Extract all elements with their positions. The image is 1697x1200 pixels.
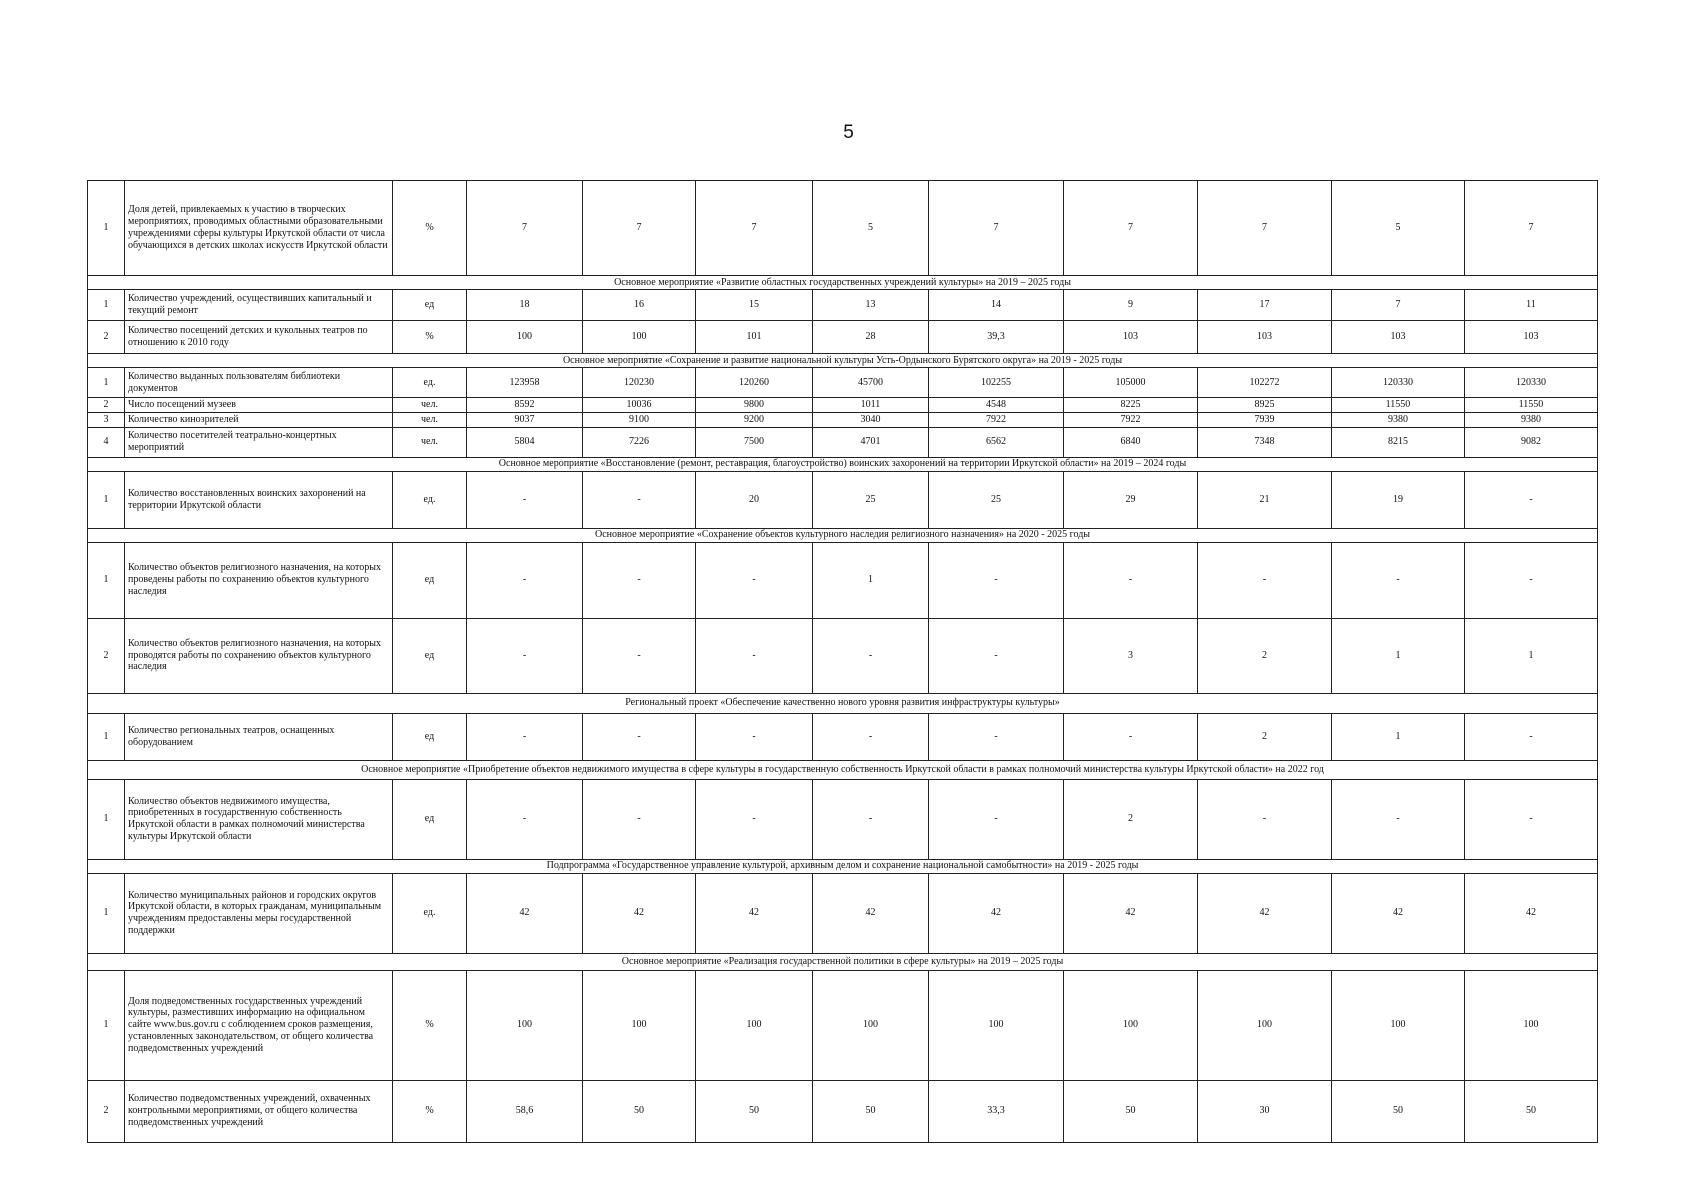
value-cell: 3040 xyxy=(813,412,929,427)
section-header-row xyxy=(88,859,1598,873)
section-title: Основное мероприятие «Реализация государственной политики в сфере культуры» на 2019 – 2025 годы xyxy=(88,953,1598,970)
value-cell: 28 xyxy=(813,321,929,354)
value-cell: 9082 xyxy=(1465,427,1598,457)
indicator-name: Количество посещений детских и кукольных театров по отношению к 2010 году xyxy=(125,321,393,354)
row-number: 2 xyxy=(88,1080,125,1142)
value-cell: 9380 xyxy=(1332,412,1465,427)
value-cell: 7 xyxy=(583,181,696,276)
value-cell: 120260 xyxy=(696,368,813,398)
value-cell: 10036 xyxy=(583,398,696,413)
row-number: 1 xyxy=(88,368,125,398)
value-cell: 9 xyxy=(1064,290,1198,321)
value-cell: - xyxy=(583,779,696,859)
row-number: 3 xyxy=(88,412,125,427)
value-cell: 20 xyxy=(696,471,813,528)
value-cell: 1011 xyxy=(813,398,929,413)
value-cell: 42 xyxy=(1198,873,1332,953)
value-cell: 6562 xyxy=(929,427,1064,457)
value-cell: 102272 xyxy=(1198,368,1332,398)
value-cell: 123958 xyxy=(467,368,583,398)
value-cell: 11 xyxy=(1465,290,1598,321)
value-cell: 42 xyxy=(929,873,1064,953)
value-cell: 100 xyxy=(696,970,813,1080)
value-cell: 120330 xyxy=(1465,368,1598,398)
value-cell: 7922 xyxy=(1064,412,1198,427)
value-cell: - xyxy=(1198,542,1332,618)
indicator-name: Количество учреждений, осуществивших капитальный и текущий ремонт xyxy=(125,290,393,321)
value-cell: - xyxy=(696,779,813,859)
value-cell: 42 xyxy=(1064,873,1198,953)
indicator-name: Количество региональных театров, оснащенных оборудованием xyxy=(125,713,393,760)
value-cell: 7348 xyxy=(1198,427,1332,457)
value-cell: 50 xyxy=(1465,1080,1598,1142)
section-title: Региональный проект «Обеспечение качественно нового уровня развития инфраструктуры культуры» xyxy=(88,693,1598,713)
section-header-row xyxy=(88,760,1598,779)
value-cell: 50 xyxy=(1332,1080,1465,1142)
section-header-row xyxy=(88,276,1598,290)
value-cell: 100 xyxy=(1198,970,1332,1080)
value-cell: 100 xyxy=(583,970,696,1080)
value-cell: - xyxy=(929,779,1064,859)
value-cell: 8225 xyxy=(1064,398,1198,413)
unit-cell: чел. xyxy=(393,427,467,457)
value-cell: - xyxy=(1198,779,1332,859)
unit-cell: % xyxy=(393,181,467,276)
value-cell: 50 xyxy=(1064,1080,1198,1142)
value-cell: 8592 xyxy=(467,398,583,413)
row-number: 4 xyxy=(88,427,125,457)
value-cell: - xyxy=(813,779,929,859)
unit-cell: ед xyxy=(393,779,467,859)
value-cell: 21 xyxy=(1198,471,1332,528)
row-number: 2 xyxy=(88,321,125,354)
value-cell: 4548 xyxy=(929,398,1064,413)
value-cell: 29 xyxy=(1064,471,1198,528)
value-cell: - xyxy=(929,713,1064,760)
value-cell: 101 xyxy=(696,321,813,354)
value-cell: - xyxy=(1332,542,1465,618)
value-cell: - xyxy=(813,618,929,693)
value-cell: 9380 xyxy=(1465,412,1598,427)
value-cell: 8215 xyxy=(1332,427,1465,457)
unit-cell: чел. xyxy=(393,412,467,427)
value-cell: 2 xyxy=(1198,618,1332,693)
value-cell: 39,3 xyxy=(929,321,1064,354)
value-cell: 42 xyxy=(467,873,583,953)
value-cell: 9200 xyxy=(696,412,813,427)
value-cell: 100 xyxy=(929,970,1064,1080)
unit-cell: % xyxy=(393,1080,467,1142)
table-row xyxy=(88,618,1598,693)
value-cell: 58,6 xyxy=(467,1080,583,1142)
table-row xyxy=(88,368,1598,398)
row-number: 1 xyxy=(88,970,125,1080)
value-cell: - xyxy=(1465,779,1598,859)
value-cell: 7226 xyxy=(583,427,696,457)
value-cell: - xyxy=(1064,713,1198,760)
unit-cell: ед. xyxy=(393,368,467,398)
unit-cell: ед. xyxy=(393,873,467,953)
unit-cell: ед. xyxy=(393,471,467,528)
table-body xyxy=(88,181,1598,1143)
value-cell: 1 xyxy=(1332,713,1465,760)
value-cell: 16 xyxy=(583,290,696,321)
value-cell: 8925 xyxy=(1198,398,1332,413)
value-cell: 2 xyxy=(1064,779,1198,859)
value-cell: - xyxy=(467,618,583,693)
indicator-name: Количество объектов недвижимого имущества, приобретенных в государственную собственность Иркутской области в рамках полномочий министерства культуры Иркутской области xyxy=(125,779,393,859)
value-cell: - xyxy=(813,713,929,760)
row-number: 1 xyxy=(88,713,125,760)
value-cell: 9100 xyxy=(583,412,696,427)
unit-cell: ед xyxy=(393,618,467,693)
value-cell: 100 xyxy=(1465,970,1598,1080)
table-row xyxy=(88,1080,1598,1142)
indicator-name: Количество кинозрителей xyxy=(125,412,393,427)
indicator-name: Количество подведомственных учреждений, охваченных контрольными мероприятиями, от общего количества подведомственных учреждений xyxy=(125,1080,393,1142)
value-cell: 103 xyxy=(1332,321,1465,354)
section-header-row xyxy=(88,528,1598,542)
value-cell: 50 xyxy=(813,1080,929,1142)
value-cell: 42 xyxy=(583,873,696,953)
value-cell: - xyxy=(1465,471,1598,528)
table-row xyxy=(88,427,1598,457)
value-cell: 9037 xyxy=(467,412,583,427)
value-cell: - xyxy=(583,542,696,618)
value-cell: 50 xyxy=(696,1080,813,1142)
value-cell: 14 xyxy=(929,290,1064,321)
value-cell: 7 xyxy=(696,181,813,276)
unit-cell: % xyxy=(393,321,467,354)
table-row xyxy=(88,970,1598,1080)
value-cell: 100 xyxy=(1064,970,1198,1080)
section-title: Основное мероприятие «Сохранение и развитие национальной культуры Усть-Ордынского Бурятского округа» на 2019 - 2025 годы xyxy=(88,354,1598,368)
value-cell: 7939 xyxy=(1198,412,1332,427)
table-row xyxy=(88,873,1598,953)
value-cell: - xyxy=(1332,779,1465,859)
unit-cell: ед xyxy=(393,713,467,760)
table-row xyxy=(88,713,1598,760)
table-row xyxy=(88,779,1598,859)
value-cell: 3 xyxy=(1064,618,1198,693)
value-cell: - xyxy=(1465,542,1598,618)
section-header-row xyxy=(88,354,1598,368)
indicator-name: Количество восстановленных воинских захоронений на территории Иркутской области xyxy=(125,471,393,528)
table-row xyxy=(88,471,1598,528)
table-row xyxy=(88,412,1598,427)
row-number: 1 xyxy=(88,181,125,276)
row-number: 1 xyxy=(88,471,125,528)
table-row xyxy=(88,321,1598,354)
value-cell: 102255 xyxy=(929,368,1064,398)
table-row xyxy=(88,290,1598,321)
table-row xyxy=(88,181,1598,276)
value-cell: 100 xyxy=(467,321,583,354)
row-number: 1 xyxy=(88,290,125,321)
value-cell: - xyxy=(467,713,583,760)
section-title: Основное мероприятие «Сохранение объектов культурного наследия религиозного назначения» на 2020 - 2025 годы xyxy=(88,528,1598,542)
value-cell: 7922 xyxy=(929,412,1064,427)
value-cell: 6840 xyxy=(1064,427,1198,457)
value-cell: 42 xyxy=(696,873,813,953)
value-cell: 105000 xyxy=(1064,368,1198,398)
value-cell: 25 xyxy=(813,471,929,528)
value-cell: 17 xyxy=(1198,290,1332,321)
value-cell: - xyxy=(696,713,813,760)
table-row xyxy=(88,398,1598,413)
value-cell: - xyxy=(583,471,696,528)
value-cell: 120330 xyxy=(1332,368,1465,398)
value-cell: 7 xyxy=(1198,181,1332,276)
value-cell: 9800 xyxy=(696,398,813,413)
value-cell: 7 xyxy=(1064,181,1198,276)
value-cell: - xyxy=(583,618,696,693)
value-cell: - xyxy=(583,713,696,760)
section-header-row xyxy=(88,953,1598,970)
value-cell: 103 xyxy=(1198,321,1332,354)
value-cell: 11550 xyxy=(1332,398,1465,413)
value-cell: - xyxy=(696,618,813,693)
value-cell: 5 xyxy=(1332,181,1465,276)
value-cell: 7 xyxy=(1332,290,1465,321)
section-header-row xyxy=(88,457,1598,471)
table-row xyxy=(88,542,1598,618)
value-cell: - xyxy=(467,471,583,528)
value-cell: 25 xyxy=(929,471,1064,528)
value-cell: 2 xyxy=(1198,713,1332,760)
value-cell: 103 xyxy=(1064,321,1198,354)
section-title: Основное мероприятие «Приобретение объектов недвижимого имущества в сфере культуры в государственную собственность Иркутской области в рамках полномочий министерства культуры Иркутской области» на 2022 год xyxy=(88,760,1598,779)
value-cell: 42 xyxy=(1332,873,1465,953)
section-title: Основное мероприятие «Восстановление (ремонт, реставрация, благоустройство) воинских захоронений на территории Иркутской области» на 2019 – 2024 годы xyxy=(88,457,1598,471)
value-cell: - xyxy=(929,618,1064,693)
value-cell: - xyxy=(1465,713,1598,760)
value-cell: 100 xyxy=(813,970,929,1080)
indicators-table xyxy=(87,180,1598,1143)
indicator-name: Количество выданных пользователям библиотеки документов xyxy=(125,368,393,398)
row-number: 1 xyxy=(88,542,125,618)
value-cell: 19 xyxy=(1332,471,1465,528)
page-number: 5 xyxy=(843,122,854,143)
value-cell: 100 xyxy=(583,321,696,354)
section-title: Основное мероприятие «Развитие областных государственных учреждений культуры» на 2019 – 2025 годы xyxy=(88,276,1598,290)
value-cell: 1 xyxy=(813,542,929,618)
unit-cell: ед xyxy=(393,542,467,618)
unit-cell: чел. xyxy=(393,398,467,413)
indicator-name: Число посещений музеев xyxy=(125,398,393,413)
indicator-name: Количество объектов религиозного назначения, на которых проводятся работы по сохранению объектов культурного наследия xyxy=(125,618,393,693)
value-cell: 1 xyxy=(1332,618,1465,693)
value-cell: 5 xyxy=(813,181,929,276)
unit-cell: ед xyxy=(393,290,467,321)
row-number: 1 xyxy=(88,873,125,953)
value-cell: 42 xyxy=(1465,873,1598,953)
value-cell: 11550 xyxy=(1465,398,1598,413)
value-cell: 50 xyxy=(583,1080,696,1142)
value-cell: - xyxy=(467,779,583,859)
value-cell: 4701 xyxy=(813,427,929,457)
value-cell: 100 xyxy=(1332,970,1465,1080)
value-cell: 42 xyxy=(813,873,929,953)
row-number: 2 xyxy=(88,618,125,693)
value-cell: 7 xyxy=(467,181,583,276)
value-cell: 103 xyxy=(1465,321,1598,354)
value-cell: 30 xyxy=(1198,1080,1332,1142)
value-cell: 120230 xyxy=(583,368,696,398)
unit-cell: % xyxy=(393,970,467,1080)
value-cell: 33,3 xyxy=(929,1080,1064,1142)
value-cell: 100 xyxy=(467,970,583,1080)
indicator-name: Доля подведомственных государственных учреждений культуры, разместивших информацию на официальном сайте www.bus.gov.ru с соблюдением сроков размещения, установленных законодательством, от общего количества подведомственных учреждений xyxy=(125,970,393,1080)
indicator-name: Количество муниципальных районов и городских округов Иркутской области, в которых гражданам, муниципальным учреждениям предоставлены меры государственной поддержки xyxy=(125,873,393,953)
indicator-name: Количество посетителей театрально-концертных мероприятий xyxy=(125,427,393,457)
value-cell: 45700 xyxy=(813,368,929,398)
section-header-row xyxy=(88,693,1598,713)
value-cell: - xyxy=(929,542,1064,618)
indicator-name: Количество объектов религиозного назначения, на которых проведены работы по сохранению объектов культурного наследия xyxy=(125,542,393,618)
row-number: 2 xyxy=(88,398,125,413)
indicator-name: Доля детей, привлекаемых к участию в творческих мероприятиях, проводимых областными образовательными учреждениями сферы культуры Иркутской области от числа обучающихся в детских школах искусств Иркутской области xyxy=(125,181,393,276)
row-number: 1 xyxy=(88,779,125,859)
value-cell: 18 xyxy=(467,290,583,321)
value-cell: 5804 xyxy=(467,427,583,457)
value-cell: - xyxy=(467,542,583,618)
value-cell: - xyxy=(696,542,813,618)
value-cell: 13 xyxy=(813,290,929,321)
value-cell: 1 xyxy=(1465,618,1598,693)
section-title: Подпрограмма «Государственное управление культурой, архивным делом и сохранение национальной самобытности» на 2019 - 2025 годы xyxy=(88,859,1598,873)
value-cell: 15 xyxy=(696,290,813,321)
value-cell: 7 xyxy=(929,181,1064,276)
value-cell: 7500 xyxy=(696,427,813,457)
value-cell: - xyxy=(1064,542,1198,618)
value-cell: 7 xyxy=(1465,181,1598,276)
